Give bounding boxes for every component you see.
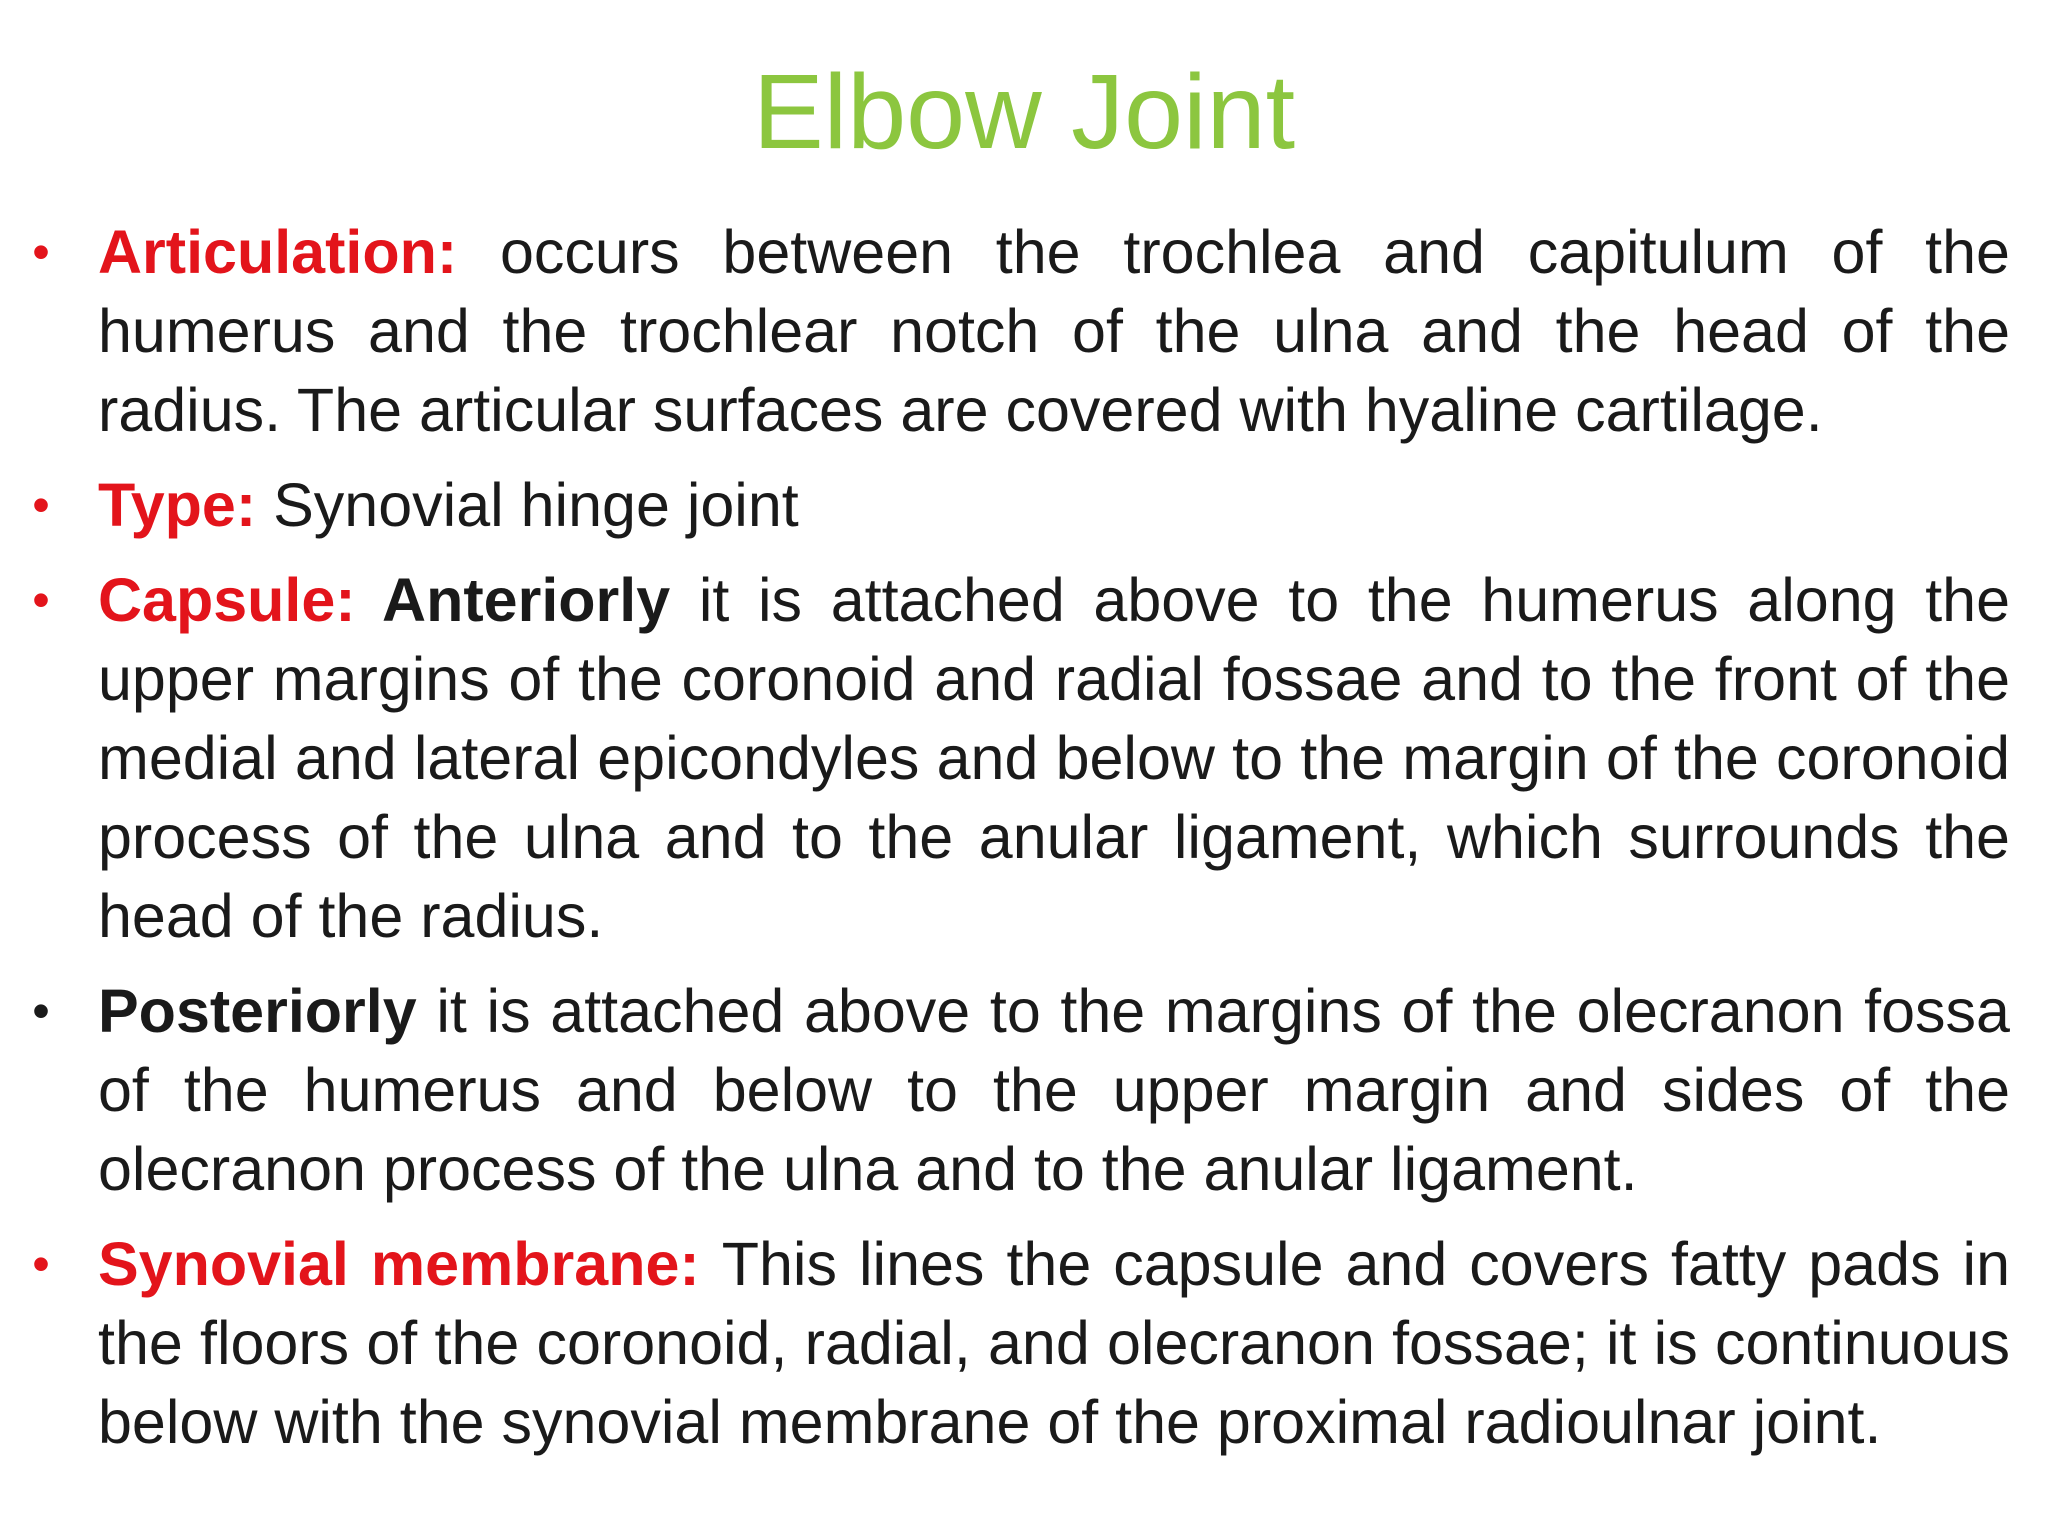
- bullet-dot-icon: •: [32, 1236, 50, 1292]
- item-text: occurs between the trochlea and capitulum of the humerus and the trochlear notch of the ulna and the head of the radius. The articular surfaces are covered with hyaline cartilage.: [98, 218, 2010, 444]
- item-text: it is attached above to the margins of the olecranon fossa of the humerus and below to the upper margin and sides of the olecranon process of the ulna and to the anular ligament.: [98, 977, 2010, 1203]
- bullet-dot-icon: •: [32, 572, 50, 628]
- bullet-dot-icon: •: [32, 477, 50, 533]
- item-label: Type:: [98, 471, 274, 539]
- bullet-item-synovial-membrane: [32, 1225, 2010, 1462]
- bullet-dot-icon: •: [32, 224, 50, 280]
- item-label: Posteriorly: [98, 977, 437, 1045]
- bullet-item-capsule: [32, 561, 2011, 956]
- bullet-dot-icon: •: [32, 983, 50, 1039]
- item-text: it is attached above to the humerus along the upper margins of the coronoid and radial fossae and to the front of the medial and lateral epicondyles and below to the margin of the coronoid process of the ulna and to the anular ligament, which surrounds the head of the radius.: [98, 566, 2011, 950]
- bullet-item-posteriorly: [32, 972, 2010, 1209]
- item-text: Synovial hinge joint: [273, 471, 799, 539]
- item-label: Capsule:: [98, 566, 383, 634]
- item-sublabel: Anteriorly: [382, 566, 699, 634]
- slide-title: Elbow Joint: [752, 53, 1296, 171]
- item-label: Synovial membrane:: [98, 1230, 722, 1298]
- bullet-item-type: [32, 466, 2010, 545]
- bullet-item-articulation: [32, 213, 2010, 450]
- item-label: Articulation:: [98, 218, 500, 286]
- bullet-list: [32, 213, 2011, 1478]
- item-text: This lines the capsule and covers fatty pads in the floors of the coronoid, radial, and olecranon fossae; it is continuous below with the synovial membrane of the proximal radioulnar joint.: [98, 1230, 2010, 1456]
